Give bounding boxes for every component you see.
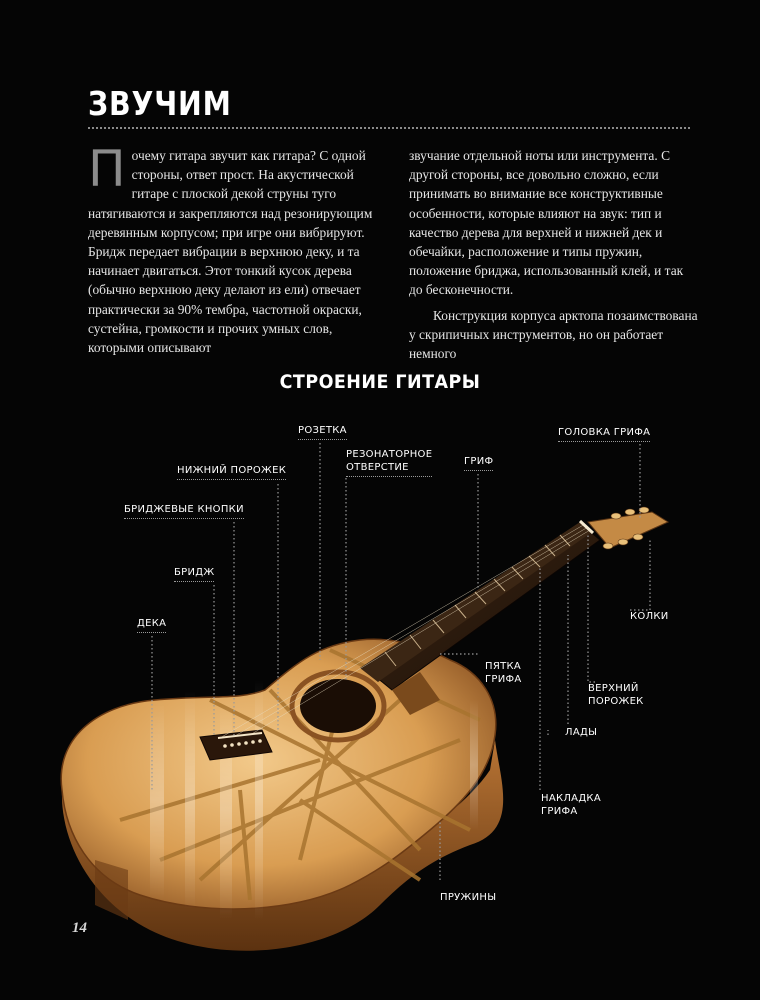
label-bridge: БРИДЖ [174, 566, 214, 582]
label-lower-nut: НИЖНИЙ ПОРОЖЕК [177, 464, 286, 480]
label-braces: ПРУЖИНЫ [440, 892, 497, 903]
page-title: ЗВУЧИМ [88, 84, 232, 123]
fretboard [360, 522, 592, 682]
article-paragraph: Конструкция корпуса арктопа позаимствована у скрипичных инструментов, но он работает немного [409, 307, 698, 362]
diagram-title: СТРОЕНИЕ ГИТАРЫ [279, 371, 481, 393]
article-paragraph: звучание отдельной ноты или инструмента. С другой стороны, все довольно сложно, если принимать во внимание все конструктивные особенности, которые влияют на звук: тип и качество дерева для верхней и нижней дек и обечайки, расположение и типы пружин, положение бриджа, использованный клей, и так до бесконечности. [409, 148, 684, 298]
label-upper-nut: ВЕРХНИЙ ПОРОЖЕК [588, 683, 644, 707]
label-fretboard: НАКЛАДКА ГРИФА [541, 793, 601, 817]
soundhole [300, 679, 376, 733]
label-heel: ПЯТКА ГРИФА [485, 661, 522, 685]
side-detail [95, 860, 128, 920]
article-paragraph: очему гитара звучит как гитара? С одной стороны, ответ прост. На акустической гитаре с плоской декой струны туго натягиваются и закрепляются над резонирующим деревянным корпусом; при игре они вибрируют. Бридж передает вибрации в верхнюю деку, и та начинает двигаться. Этот тонкий кусок дерева (обычно верхнюю деку делают из ели) отвечает практически за 90% тембра, частотной окраски, сустейна, громкости и прочих умных слов, которыми описывают [88, 148, 373, 356]
label-headstock: ГОЛОВКА ГРИФА [558, 426, 650, 442]
label-soundhole: РЕЗОНАТОРНОЕ ОТВЕРСТИЕ [346, 448, 432, 477]
label-neck: ГРИФ [464, 455, 493, 471]
label-tuners: КОЛКИ [630, 611, 669, 622]
drop-cap: П [88, 140, 126, 198]
page-number: 14 [72, 920, 87, 936]
label-frets: ЛАДЫ [565, 727, 598, 738]
label-bridge-pins: БРИДЖЕВЫЕ КНОПКИ [124, 503, 244, 519]
label-top: ДЕКА [137, 617, 166, 633]
label-rosette: РОЗЕТКА [298, 424, 347, 440]
